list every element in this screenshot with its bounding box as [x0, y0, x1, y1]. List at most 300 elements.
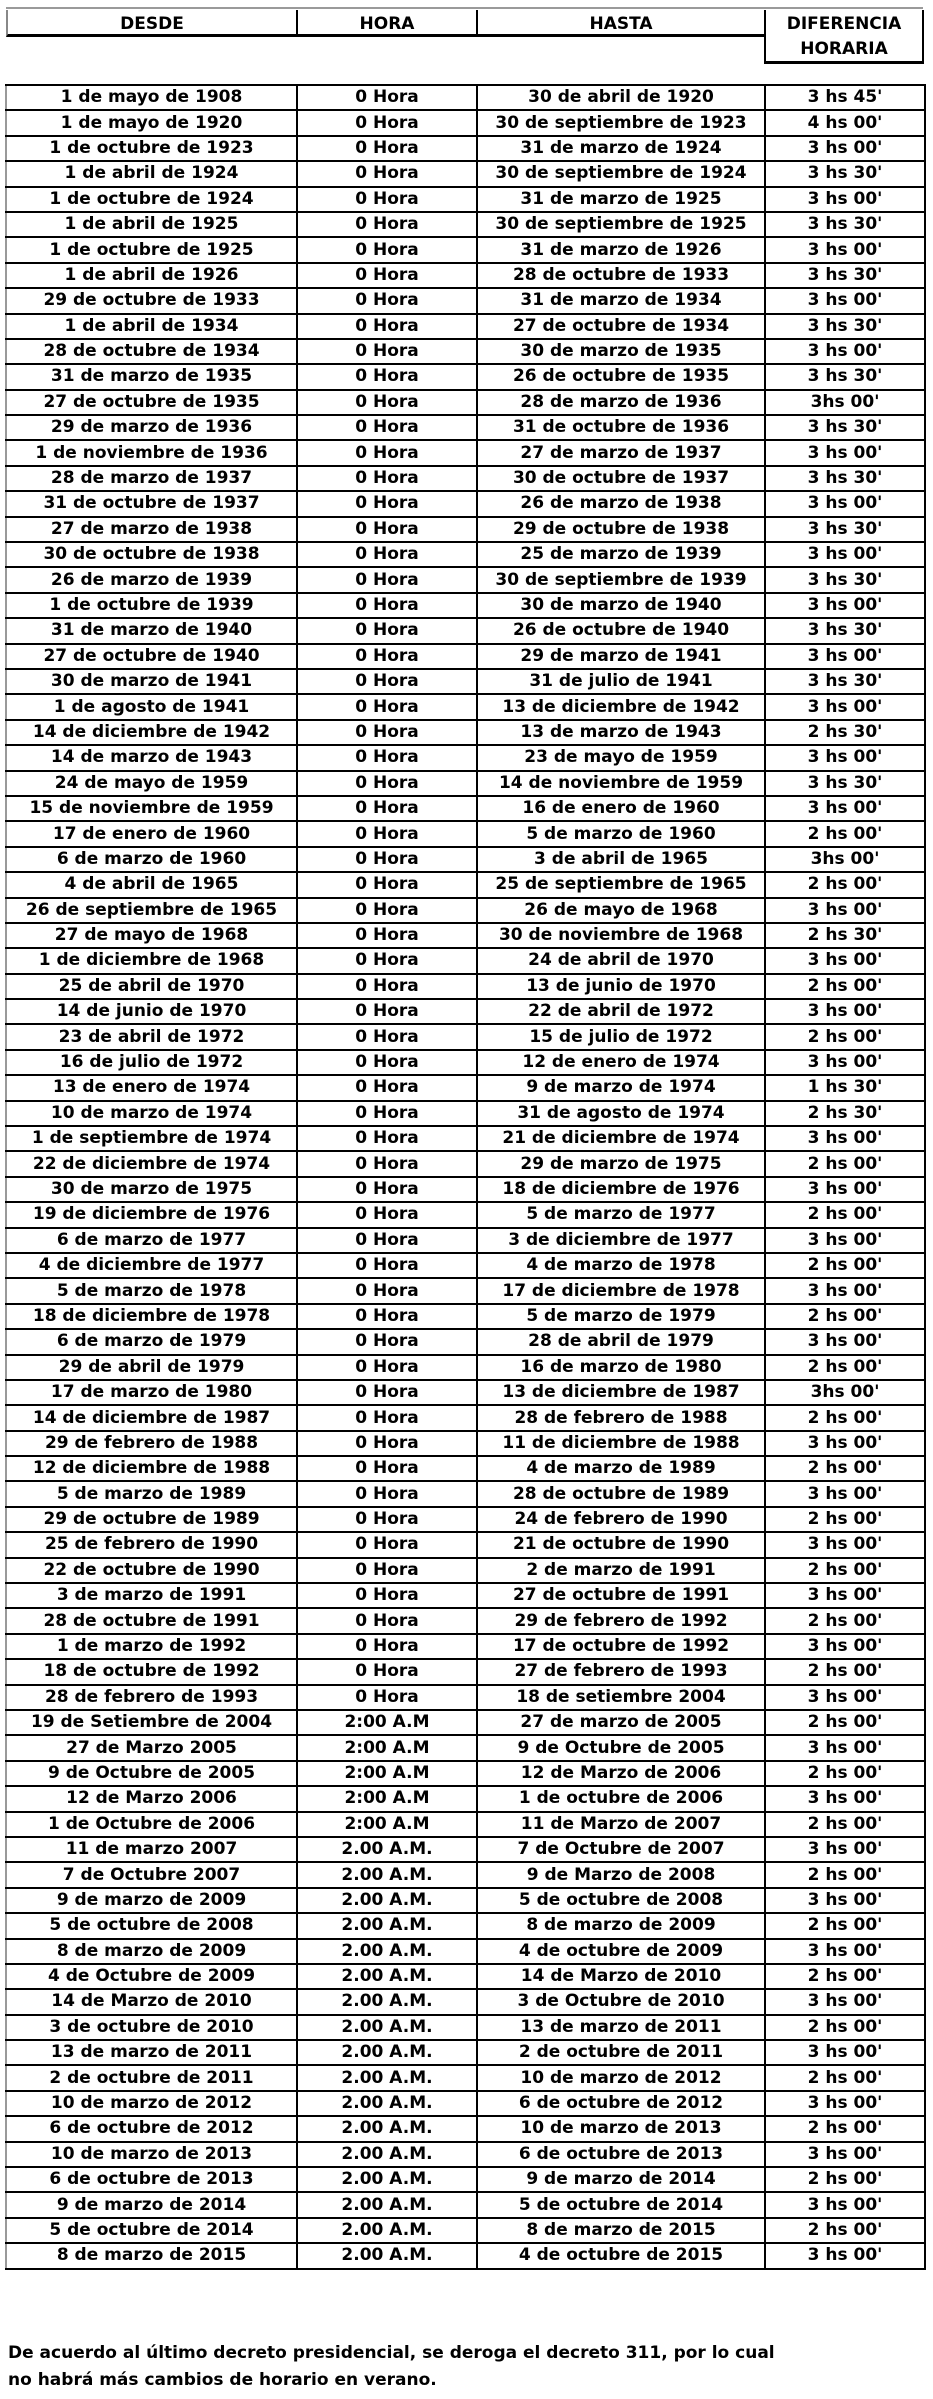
hora-cell: 2.00 A.M.: [297, 2091, 477, 2116]
hora-cell: 0 Hora: [297, 898, 477, 923]
hora-cell: 0 Hora: [297, 1380, 477, 1405]
hora-cell: 0 Hora: [297, 1685, 477, 1710]
hasta-cell: 18 de diciembre de 1976: [477, 1177, 765, 1202]
hasta-cell: 15 de julio de 1972: [477, 1024, 765, 1049]
diferencia-cell: 2 hs 00': [765, 2218, 925, 2243]
hora-cell: 0 Hora: [297, 694, 477, 719]
desde-cell: 29 de abril de 1979: [6, 1355, 297, 1380]
table-row: [6, 1202, 925, 1227]
hora-cell: 2.00 A.M.: [297, 1913, 477, 1938]
hasta-cell: 11 de Marzo de 2007: [477, 1812, 765, 1837]
footer-line-1: De acuerdo al último decreto presidencial, se deroga el decreto 311, por lo cual: [8, 2343, 775, 2363]
table-row: [6, 1939, 925, 1964]
hora-cell: 0 Hora: [297, 669, 477, 694]
hora-cell: 0 Hora: [297, 974, 477, 999]
desde-cell: 16 de julio de 1972: [6, 1050, 297, 1075]
desde-cell: 8 de marzo de 2009: [6, 1939, 297, 1964]
hasta-cell: 30 de abril de 1920: [477, 85, 765, 110]
diferencia-cell: 2 hs 00': [765, 1862, 925, 1887]
diferencia-cell: 2 hs 00': [765, 1558, 925, 1583]
hora-cell: 0 Hora: [297, 821, 477, 846]
hora-cell: 0 Hora: [297, 1405, 477, 1430]
desde-cell: 31 de marzo de 1940: [6, 618, 297, 643]
hasta-cell: 28 de marzo de 1936: [477, 390, 765, 415]
diferencia-cell: 2 hs 00': [765, 1355, 925, 1380]
hasta-cell: 24 de abril de 1970: [477, 948, 765, 973]
hasta-cell: 5 de marzo de 1960: [477, 821, 765, 846]
hora-cell: 2.00 A.M.: [297, 2015, 477, 2040]
hasta-cell: 5 de octubre de 2014: [477, 2192, 765, 2217]
footer-line-2: no habrá más cambios de horario en verano.: [8, 2370, 437, 2390]
table-row: [6, 694, 925, 719]
table-row: [6, 1228, 925, 1253]
diferencia-cell: 3 hs 00': [765, 1278, 925, 1303]
hora-cell: 0 Hora: [297, 1202, 477, 1227]
table-row: [6, 1456, 925, 1481]
table-row: [6, 1304, 925, 1329]
diferencia-cell: 2 hs 00': [765, 1659, 925, 1684]
desde-cell: 6 de octubre de 2013: [6, 2167, 297, 2192]
hasta-cell: 30 de septiembre de 1923: [477, 110, 765, 135]
hora-cell: 0 Hora: [297, 491, 477, 516]
diferencia-cell: 3 hs 30': [765, 364, 925, 389]
diferencia-cell: 3 hs 00': [765, 2091, 925, 2116]
desde-cell: 13 de marzo de 2011: [6, 2040, 297, 2065]
diferencia-cell: 2 hs 00': [765, 974, 925, 999]
table-row: [6, 593, 925, 618]
hasta-cell: 29 de octubre de 1938: [477, 517, 765, 542]
hora-cell: 2.00 A.M.: [297, 1989, 477, 2014]
desde-cell: 5 de marzo de 1989: [6, 1481, 297, 1506]
diferencia-cell: 3 hs 00': [765, 2142, 925, 2167]
table-row: [6, 847, 925, 872]
desde-cell: 5 de marzo de 1978: [6, 1278, 297, 1303]
table-row: [6, 1634, 925, 1659]
table-row: [6, 1786, 925, 1811]
diferencia-cell: 3 hs 30': [765, 517, 925, 542]
hasta-cell: 30 de noviembre de 1968: [477, 923, 765, 948]
table-row: [6, 1761, 925, 1786]
table-row: [6, 1964, 925, 1989]
desde-cell: 28 de marzo de 1937: [6, 466, 297, 491]
diferencia-cell: 3 hs 00': [765, 948, 925, 973]
table-row: [6, 517, 925, 542]
diferencia-cell: 2 hs 00': [765, 1710, 925, 1735]
hasta-cell: 4 de octubre de 2009: [477, 1939, 765, 1964]
hora-cell: 0 Hora: [297, 1050, 477, 1075]
table-row: [6, 2040, 925, 2065]
hora-cell: 0 Hora: [297, 745, 477, 770]
diferencia-cell: 2 hs 00': [765, 1812, 925, 1837]
hora-cell: 0 Hora: [297, 237, 477, 262]
desde-cell: 8 de marzo de 2015: [6, 2243, 297, 2268]
table-row: [6, 1532, 925, 1557]
hasta-cell: 29 de febrero de 1992: [477, 1608, 765, 1633]
table-row: [6, 1101, 925, 1126]
table-row: [6, 542, 925, 567]
table-row: [6, 1583, 925, 1608]
diferencia-cell: 3 hs 00': [765, 136, 925, 161]
hasta-cell: 14 de noviembre de 1959: [477, 771, 765, 796]
desde-cell: 13 de enero de 1974: [6, 1075, 297, 1100]
table-row: [6, 2167, 925, 2192]
header-desde: DESDE: [6, 10, 296, 37]
desde-cell: 29 de octubre de 1989: [6, 1507, 297, 1532]
desde-cell: 27 de Marzo 2005: [6, 1735, 297, 1760]
table-row: [6, 2192, 925, 2217]
hasta-cell: 30 de septiembre de 1924: [477, 161, 765, 186]
hora-cell: 0 Hora: [297, 1304, 477, 1329]
diferencia-cell: 3 hs 00': [765, 898, 925, 923]
table-row: [6, 314, 925, 339]
diferencia-cell: 2 hs 00': [765, 872, 925, 897]
table-row: [6, 720, 925, 745]
diferencia-cell: 2 hs 00': [765, 1761, 925, 1786]
diferencia-cell: 3 hs 30': [765, 567, 925, 592]
hasta-cell: 21 de octubre de 1990: [477, 1532, 765, 1557]
diferencia-cell: 3 hs 00': [765, 339, 925, 364]
diferencia-cell: 3 hs 00': [765, 1837, 925, 1862]
diferencia-cell: 3 hs 00': [765, 2040, 925, 2065]
hora-cell: 0 Hora: [297, 1024, 477, 1049]
table-row: [6, 1355, 925, 1380]
diferencia-cell: 3 hs 00': [765, 1126, 925, 1151]
diferencia-cell: 2 hs 00': [765, 821, 925, 846]
table-row: [6, 771, 925, 796]
desde-cell: 14 de junio de 1970: [6, 999, 297, 1024]
diferencia-cell: 3 hs 00': [765, 288, 925, 313]
desde-cell: 29 de febrero de 1988: [6, 1431, 297, 1456]
desde-cell: 1 de diciembre de 1968: [6, 948, 297, 973]
desde-cell: 2 de octubre de 2011: [6, 2065, 297, 2090]
diferencia-cell: 3 hs 00': [765, 796, 925, 821]
hasta-cell: 25 de septiembre de 1965: [477, 872, 765, 897]
table-row: [6, 2142, 925, 2167]
hasta-cell: 10 de marzo de 2012: [477, 2065, 765, 2090]
hasta-cell: 9 de marzo de 1974: [477, 1075, 765, 1100]
hora-cell: 0 Hora: [297, 187, 477, 212]
hora-cell: 0 Hora: [297, 872, 477, 897]
hora-cell: 2.00 A.M.: [297, 1939, 477, 1964]
desde-cell: 1 de abril de 1934: [6, 314, 297, 339]
table-row: [6, 288, 925, 313]
hasta-cell: 30 de marzo de 1940: [477, 593, 765, 618]
hasta-cell: 25 de marzo de 1939: [477, 542, 765, 567]
desde-cell: 28 de octubre de 1991: [6, 1608, 297, 1633]
diferencia-cell: 3 hs 30': [765, 415, 925, 440]
diferencia-cell: 2 hs 00': [765, 1024, 925, 1049]
desde-cell: 1 de abril de 1925: [6, 212, 297, 237]
diferencia-cell: 4 hs 00': [765, 110, 925, 135]
desde-cell: 6 de marzo de 1977: [6, 1228, 297, 1253]
hasta-cell: 4 de octubre de 2015: [477, 2243, 765, 2268]
hora-cell: 2:00 A.M: [297, 1786, 477, 1811]
diferencia-cell: 3 hs 00': [765, 2192, 925, 2217]
hasta-cell: 17 de octubre de 1992: [477, 1634, 765, 1659]
desde-cell: 10 de marzo de 1974: [6, 1101, 297, 1126]
hasta-cell: 3 de diciembre de 1977: [477, 1228, 765, 1253]
hasta-cell: 31 de marzo de 1934: [477, 288, 765, 313]
hasta-cell: 29 de marzo de 1941: [477, 644, 765, 669]
hora-cell: 0 Hora: [297, 110, 477, 135]
table-row: [6, 898, 925, 923]
hora-cell: 0 Hora: [297, 390, 477, 415]
table-row: [6, 212, 925, 237]
hasta-cell: 16 de enero de 1960: [477, 796, 765, 821]
desde-cell: 9 de marzo de 2014: [6, 2192, 297, 2217]
table-row: [6, 2091, 925, 2116]
table-row: [6, 796, 925, 821]
table-row: [6, 1558, 925, 1583]
desde-cell: 10 de marzo de 2012: [6, 2091, 297, 2116]
table-row: [6, 2015, 925, 2040]
diferencia-cell: 3 hs 30': [765, 669, 925, 694]
desde-cell: 22 de octubre de 1990: [6, 1558, 297, 1583]
table-row: [6, 263, 925, 288]
hora-cell: 0 Hora: [297, 136, 477, 161]
desde-cell: 30 de marzo de 1975: [6, 1177, 297, 1202]
hora-cell: 2:00 A.M: [297, 1710, 477, 1735]
diferencia-cell: 3hs 00': [765, 390, 925, 415]
desde-cell: 14 de diciembre de 1942: [6, 720, 297, 745]
diferencia-cell: 2 hs 00': [765, 2065, 925, 2090]
table-row: [6, 872, 925, 897]
diferencia-cell: 2 hs 00': [765, 2167, 925, 2192]
hora-cell: 0 Hora: [297, 1278, 477, 1303]
hasta-cell: 5 de octubre de 2008: [477, 1888, 765, 1913]
hasta-cell: 28 de octubre de 1989: [477, 1481, 765, 1506]
hasta-cell: 1 de octubre de 2006: [477, 1786, 765, 1811]
hora-cell: 2.00 A.M.: [297, 1837, 477, 1862]
diferencia-cell: 3 hs 00': [765, 1735, 925, 1760]
diferencia-cell: 3 hs 00': [765, 593, 925, 618]
hasta-cell: 12 de enero de 1974: [477, 1050, 765, 1075]
table-row: [6, 745, 925, 770]
desde-cell: 1 de octubre de 1925: [6, 237, 297, 262]
table-row: [6, 1837, 925, 1862]
desde-cell: 17 de enero de 1960: [6, 821, 297, 846]
hora-cell: 2.00 A.M.: [297, 1964, 477, 1989]
desde-cell: 1 de marzo de 1992: [6, 1634, 297, 1659]
hora-cell: 2:00 A.M: [297, 1735, 477, 1760]
hasta-cell: 16 de marzo de 1980: [477, 1355, 765, 1380]
hora-cell: 0 Hora: [297, 263, 477, 288]
hasta-cell: 13 de junio de 1970: [477, 974, 765, 999]
hora-cell: 0 Hora: [297, 1558, 477, 1583]
hora-cell: 0 Hora: [297, 1431, 477, 1456]
hasta-cell: 31 de octubre de 1936: [477, 415, 765, 440]
hasta-cell: 28 de octubre de 1933: [477, 263, 765, 288]
diferencia-cell: 3 hs 00': [765, 1786, 925, 1811]
hora-cell: 0 Hora: [297, 440, 477, 465]
table-row: [6, 644, 925, 669]
desde-cell: 27 de mayo de 1968: [6, 923, 297, 948]
desde-cell: 1 de octubre de 1923: [6, 136, 297, 161]
hasta-cell: 27 de octubre de 1991: [477, 1583, 765, 1608]
hasta-cell: 7 de Octubre de 2007: [477, 1837, 765, 1862]
diferencia-cell: 3 hs 00': [765, 187, 925, 212]
hasta-cell: 26 de octubre de 1940: [477, 618, 765, 643]
desde-cell: 12 de Marzo 2006: [6, 1786, 297, 1811]
diferencia-cell: 3 hs 30': [765, 771, 925, 796]
diferencia-cell: 3 hs 30': [765, 212, 925, 237]
desde-cell: 30 de octubre de 1938: [6, 542, 297, 567]
desde-cell: 7 de Octubre 2007: [6, 1862, 297, 1887]
diferencia-cell: 2 hs 00': [765, 1202, 925, 1227]
hasta-cell: 5 de marzo de 1977: [477, 1202, 765, 1227]
hora-cell: 0 Hora: [297, 999, 477, 1024]
desde-cell: 1 de octubre de 1924: [6, 187, 297, 212]
table-row: [6, 821, 925, 846]
header-hora: HORA: [296, 10, 476, 37]
table-row: [6, 1608, 925, 1633]
hasta-cell: 21 de diciembre de 1974: [477, 1126, 765, 1151]
hora-cell: 0 Hora: [297, 618, 477, 643]
table-row: [6, 1888, 925, 1913]
hasta-cell: 3 de abril de 1965: [477, 847, 765, 872]
hora-cell: 0 Hora: [297, 1151, 477, 1176]
table-row: [6, 1024, 925, 1049]
time-change-table: [5, 84, 926, 2270]
table-row: [6, 85, 925, 110]
hora-cell: 0 Hora: [297, 1253, 477, 1278]
table-row: [6, 1405, 925, 1430]
diferencia-cell: 2 hs 30': [765, 923, 925, 948]
hora-cell: 0 Hora: [297, 542, 477, 567]
diferencia-cell: 2 hs 00': [765, 2015, 925, 2040]
desde-cell: 9 de marzo de 2009: [6, 1888, 297, 1913]
table-row: [6, 161, 925, 186]
table-row: [6, 1481, 925, 1506]
hora-cell: 0 Hora: [297, 314, 477, 339]
desde-cell: 1 de Octubre de 2006: [6, 1812, 297, 1837]
table-row: [6, 1431, 925, 1456]
diferencia-cell: 3 hs 00': [765, 440, 925, 465]
hasta-cell: 6 de octubre de 2012: [477, 2091, 765, 2116]
diferencia-cell: 3 hs 00': [765, 1481, 925, 1506]
hasta-cell: 26 de marzo de 1938: [477, 491, 765, 516]
hora-cell: 0 Hora: [297, 567, 477, 592]
table-header: [0, 4, 933, 64]
hasta-cell: 8 de marzo de 2015: [477, 2218, 765, 2243]
diferencia-cell: 2 hs 00': [765, 1964, 925, 1989]
table-row: [6, 1253, 925, 1278]
table-row: [6, 2065, 925, 2090]
table-row: [6, 136, 925, 161]
desde-cell: 18 de octubre de 1992: [6, 1659, 297, 1684]
table-row: [6, 1659, 925, 1684]
table-row: [6, 2218, 925, 2243]
desde-cell: 6 de marzo de 1960: [6, 847, 297, 872]
header-diferencia-line1: DIFERENCIA: [786, 14, 902, 34]
hora-cell: 0 Hora: [297, 1101, 477, 1126]
hora-cell: 2.00 A.M.: [297, 2142, 477, 2167]
table-row: [6, 1278, 925, 1303]
table-row: [6, 1075, 925, 1100]
diferencia-cell: 2 hs 00': [765, 2116, 925, 2141]
desde-cell: 27 de marzo de 1938: [6, 517, 297, 542]
table-row: [6, 1735, 925, 1760]
desde-cell: 27 de octubre de 1935: [6, 390, 297, 415]
diferencia-cell: 3 hs 30': [765, 618, 925, 643]
hora-cell: 0 Hora: [297, 1507, 477, 1532]
table-row: [6, 923, 925, 948]
diferencia-cell: 2 hs 00': [765, 1608, 925, 1633]
hasta-cell: 31 de agosto de 1974: [477, 1101, 765, 1126]
table-row: [6, 1710, 925, 1735]
diferencia-cell: 2 hs 00': [765, 1913, 925, 1938]
diferencia-cell: 3 hs 00': [765, 1431, 925, 1456]
diferencia-cell: 3 hs 00': [765, 1888, 925, 1913]
diferencia-cell: 2 hs 30': [765, 1101, 925, 1126]
hora-cell: 0 Hora: [297, 1481, 477, 1506]
desde-cell: 3 de octubre de 2010: [6, 2015, 297, 2040]
hasta-cell: 27 de febrero de 1993: [477, 1659, 765, 1684]
desde-cell: 30 de marzo de 1941: [6, 669, 297, 694]
desde-cell: 29 de octubre de 1933: [6, 288, 297, 313]
hora-cell: 2.00 A.M.: [297, 2243, 477, 2268]
desde-cell: 1 de agosto de 1941: [6, 694, 297, 719]
desde-cell: 1 de mayo de 1908: [6, 85, 297, 110]
hora-cell: 0 Hora: [297, 1329, 477, 1354]
hasta-cell: 10 de marzo de 2013: [477, 2116, 765, 2141]
diferencia-cell: 3 hs 30': [765, 161, 925, 186]
desde-cell: 1 de septiembre de 1974: [6, 1126, 297, 1151]
header-diferencia-line2: HORARIA: [800, 39, 888, 59]
diferencia-cell: 3 hs 00': [765, 237, 925, 262]
diferencia-cell: 3 hs 30': [765, 466, 925, 491]
hasta-cell: 17 de diciembre de 1978: [477, 1278, 765, 1303]
table-row: [6, 1177, 925, 1202]
diferencia-cell: 3 hs 00': [765, 694, 925, 719]
hasta-cell: 30 de septiembre de 1939: [477, 567, 765, 592]
hora-cell: 2.00 A.M.: [297, 1862, 477, 1887]
hasta-cell: 27 de marzo de 1937: [477, 440, 765, 465]
hora-cell: 2.00 A.M.: [297, 2167, 477, 2192]
diferencia-cell: 3 hs 00': [765, 1989, 925, 2014]
hasta-cell: 30 de octubre de 1937: [477, 466, 765, 491]
hasta-cell: 23 de mayo de 1959: [477, 745, 765, 770]
hora-cell: 0 Hora: [297, 1583, 477, 1608]
diferencia-cell: 3 hs 00': [765, 1939, 925, 1964]
hasta-cell: 24 de febrero de 1990: [477, 1507, 765, 1532]
desde-cell: 31 de marzo de 1935: [6, 364, 297, 389]
diferencia-cell: 3 hs 00': [765, 1532, 925, 1557]
desde-cell: 1 de octubre de 1939: [6, 593, 297, 618]
hora-cell: 0 Hora: [297, 212, 477, 237]
hasta-cell: 28 de abril de 1979: [477, 1329, 765, 1354]
table-row: [6, 567, 925, 592]
diferencia-cell: 2 hs 00': [765, 1304, 925, 1329]
diferencia-cell: 2 hs 30': [765, 720, 925, 745]
hora-cell: 2.00 A.M.: [297, 2040, 477, 2065]
diferencia-cell: 3 hs 30': [765, 263, 925, 288]
diferencia-cell: 3 hs 30': [765, 314, 925, 339]
hora-cell: 0 Hora: [297, 1659, 477, 1684]
hora-cell: 0 Hora: [297, 771, 477, 796]
hora-cell: 0 Hora: [297, 796, 477, 821]
hora-cell: 0 Hora: [297, 1532, 477, 1557]
desde-cell: 1 de noviembre de 1936: [6, 440, 297, 465]
hasta-cell: 29 de marzo de 1975: [477, 1151, 765, 1176]
hasta-cell: 13 de diciembre de 1987: [477, 1380, 765, 1405]
table-row: [6, 1126, 925, 1151]
table-row: [6, 2243, 925, 2268]
hasta-cell: 27 de octubre de 1934: [477, 314, 765, 339]
desde-cell: 19 de Setiembre de 2004: [6, 1710, 297, 1735]
table-row: [6, 1380, 925, 1405]
desde-cell: 15 de noviembre de 1959: [6, 796, 297, 821]
